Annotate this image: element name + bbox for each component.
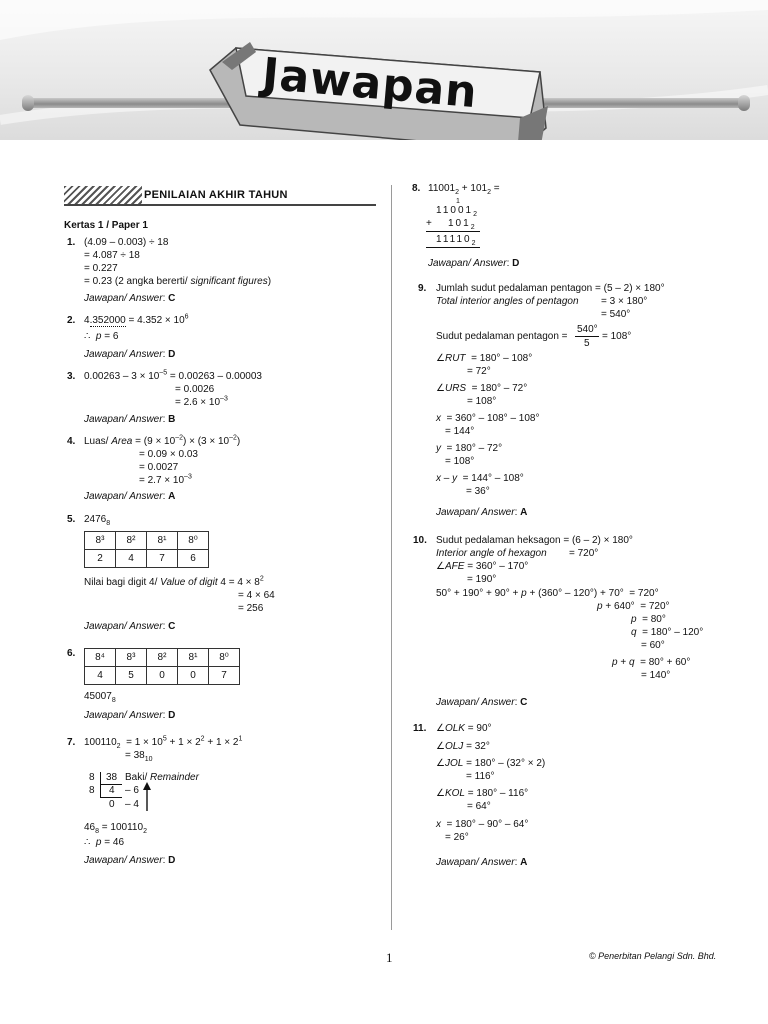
page-number: 1 [386,950,393,965]
section-header [64,186,376,204]
place-value-table-q6: 8⁴ 8³ 8² 8¹ 8⁰ 4 5 0 0 7 [84,648,240,685]
page-title: Jawapan [260,48,480,119]
paper-label: Kertas 1 / Paper 1 [64,220,148,231]
section-title: PENILAIAN AKHIR TAHUN [144,189,288,201]
copyright-notice: © Penerbitan Pelangi Sdn. Bhd. [589,951,717,961]
place-value-table-q5: 8³ 8² 8¹ 8⁰ 2 4 7 6 [84,531,209,568]
arrow-up-icon [141,782,153,812]
column-divider [391,185,392,930]
page-header [0,0,768,140]
section-underline [64,204,376,206]
section-stripes-graphic [64,186,142,204]
